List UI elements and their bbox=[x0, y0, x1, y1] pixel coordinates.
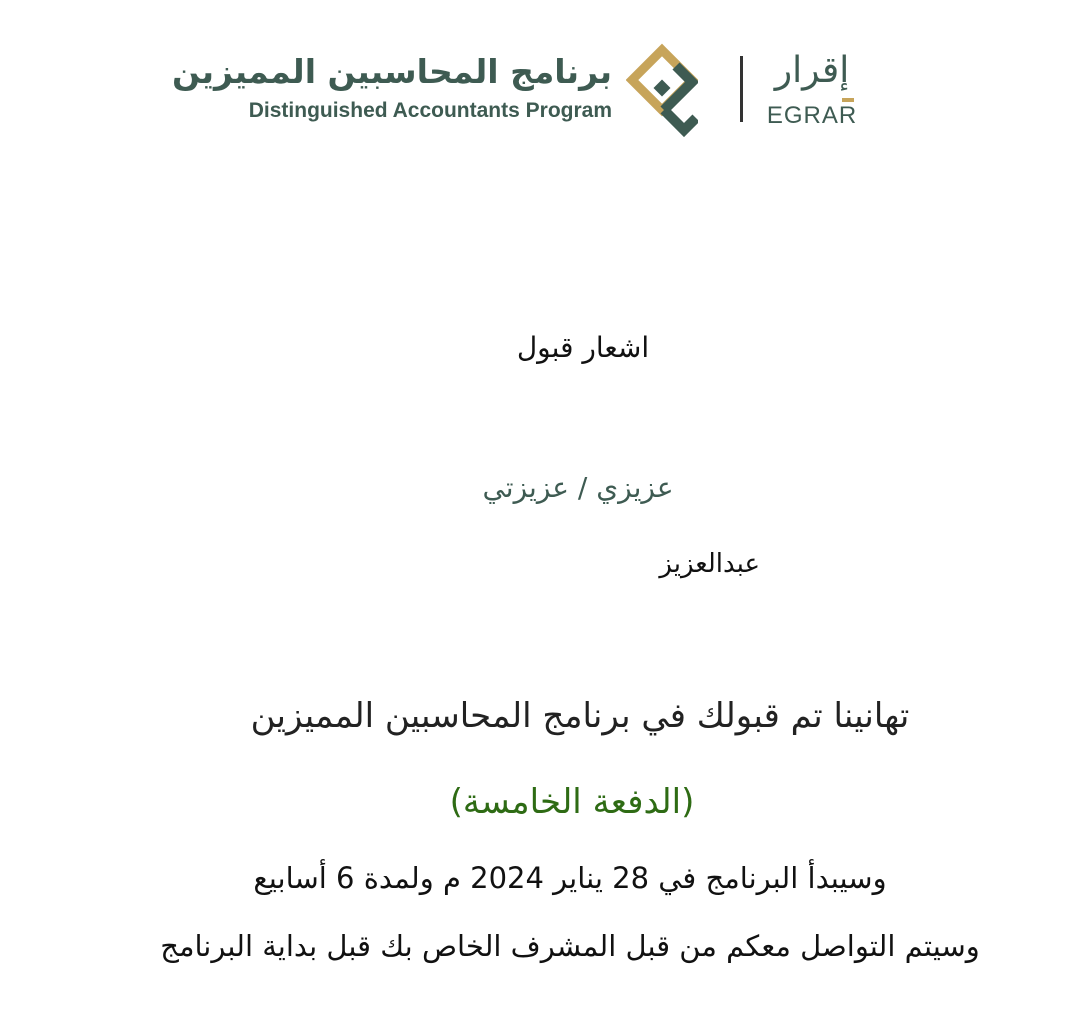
program-name-arabic: برنامج المحاسبين المميزين bbox=[171, 52, 612, 91]
letter-title: اشعار قبول bbox=[516, 331, 650, 364]
brand-name-english: EGRAR bbox=[766, 102, 858, 129]
salutation: عزيزي / عزيزتي bbox=[482, 471, 674, 504]
brand-name-arabic: إقرار bbox=[774, 50, 850, 91]
recipient-name: عبدالعزيز bbox=[659, 549, 760, 579]
congratulations-line: تهانينا تم قبولك في برنامج المحاسبين المميزين bbox=[250, 696, 910, 736]
program-name-english: Distinguished Accountants Program bbox=[248, 99, 612, 122]
letterhead bbox=[0, 36, 1082, 146]
logo-divider bbox=[740, 56, 743, 122]
egrar-emblem-icon bbox=[626, 42, 698, 138]
program-start-line: وسيبدأ البرنامج في 28 يناير 2024 م ولمدة 6 أسابيع bbox=[253, 861, 887, 895]
contact-line: وسيتم التواصل معكم من قبل المشرف الخاص بك قبل بداية البرنامج bbox=[160, 929, 980, 963]
cohort-line: (الدفعة الخامسة) bbox=[449, 782, 695, 822]
